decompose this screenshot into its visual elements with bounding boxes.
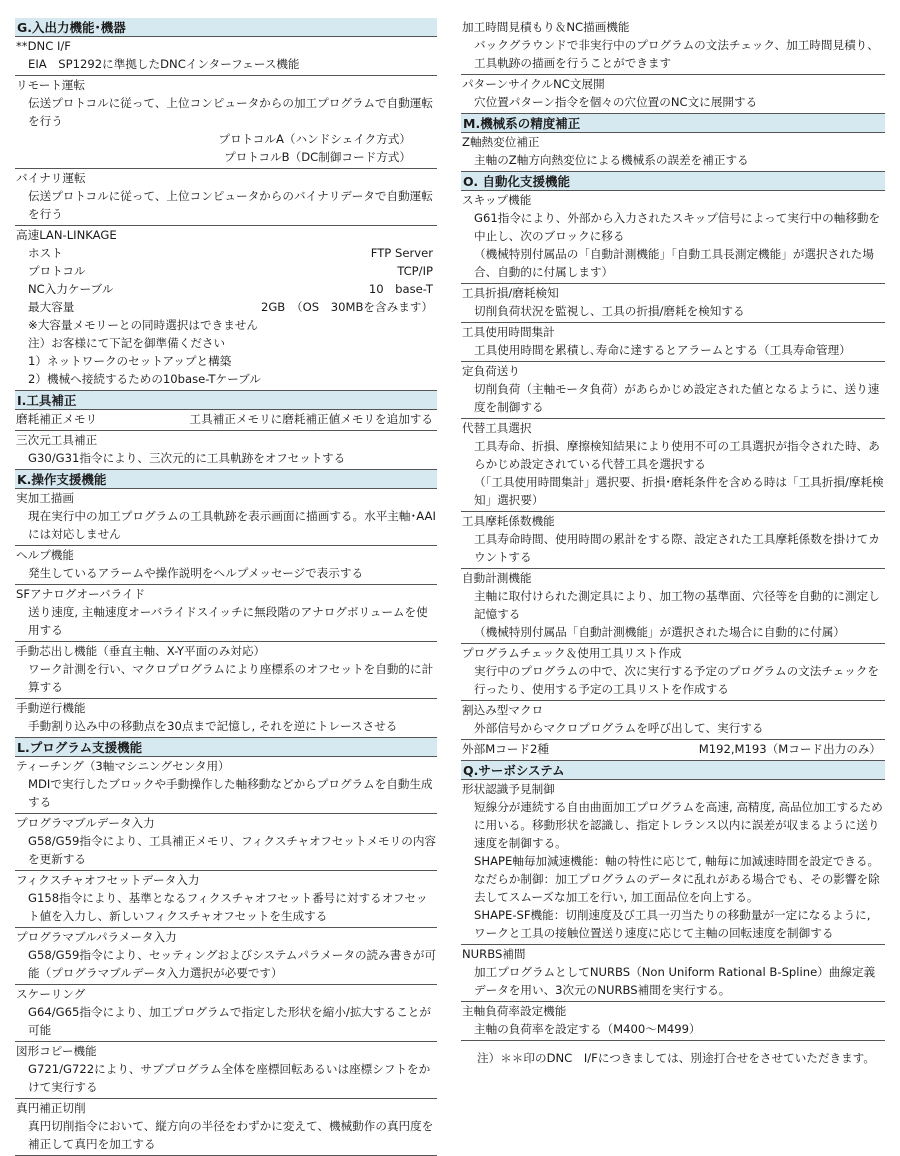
- feature-description: 注）お客様にて下記を御準備ください: [28, 336, 226, 350]
- feature-item: [15, 699, 437, 738]
- feature-title: 三次元工具補正: [16, 433, 98, 447]
- feature-title: 外部Mコード2種: [462, 742, 549, 756]
- spec-label: 最大容量: [28, 300, 75, 314]
- feature-title: 図形コピー機能: [16, 1044, 97, 1058]
- feature-description: 工具使用時間を累積し､寿命に達するとアラームとする（工具寿命管理）: [474, 343, 851, 357]
- section-header: O. 自動化支援機能: [461, 172, 885, 191]
- feature-description: 穴位置パターン指令を個々の穴位置のNC文に展開する: [474, 95, 758, 109]
- left-column: [15, 18, 437, 1156]
- feature-item: [461, 323, 885, 362]
- feature-item: [461, 569, 885, 644]
- spec-row: [15, 262, 437, 280]
- protocol-option: プロトコルA（ハンドシェイク方式）: [218, 132, 411, 146]
- feature-title: リモート運転: [16, 78, 86, 92]
- feature-description: G58/G59指令により、工具補正メモリ、フィクスチャオフセットメモリの内容を更新する: [28, 834, 437, 866]
- feature-description: 外部信号からマクロプログラムを呼び出して、実行する: [474, 721, 764, 735]
- spec-row: [15, 298, 437, 316]
- feature-description: 主軸に取付けられた測定具により、加工物の基準面、穴径等を自動的に測定し記憶する: [474, 589, 880, 621]
- feature-description: 工具補正メモリに磨耗補正値メモリを追加する: [189, 412, 433, 426]
- feature-description: 短線分が連続する自由曲面加工プログラムを高速, 高精度, 高品位加工するために用いる。移動形状を認識し、指定トレランス以内に誤差が収まるように送り速度を制御する。: [474, 800, 883, 850]
- feature-item: [15, 985, 437, 1042]
- feature-title: フィクスチャオフセットデータ入力: [16, 873, 200, 887]
- feature-description: 切削負荷状況を監視し、工具の折損/磨耗を検知する: [474, 304, 745, 318]
- feature-item: [15, 169, 437, 226]
- right-column: [461, 18, 885, 1041]
- section-header: Q.サーボシステム: [461, 761, 885, 780]
- footnote: 注）＊＊印のDNC I/Fにつきましては、別途打合せをさせていただきます。: [477, 1051, 875, 1065]
- section-header: K.操作支援機能: [15, 470, 437, 489]
- feature-description: 伝送プロトコルに従って、上位コンピュータからの加工プログラムで自動運転を行う: [28, 96, 433, 128]
- feature-item: [15, 431, 437, 470]
- protocol-option: プロトコルB（DC制御コード方式）: [224, 150, 411, 164]
- feature-item: [15, 37, 437, 76]
- feature-title: 手動逆行機能: [16, 701, 86, 715]
- spec-label: NC入力ケーブル: [28, 282, 114, 296]
- feature-title: NURBS補間: [462, 947, 526, 961]
- feature-title: スキップ機能: [462, 193, 532, 207]
- feature-description: 現在実行中の加工プログラムの工具軌跡を表示画面に描画する。水平主軸･AAIには対応しません: [28, 509, 436, 541]
- spec-label: プロトコル: [28, 264, 86, 278]
- feature-description: なだらか制御：加工プログラムのデータに乱れがある場合でも、その影響を除去してスムーズな加工を行い, 加工面品位を向上する。: [474, 872, 880, 904]
- feature-title: 形状認識予見制御: [462, 782, 555, 796]
- feature-description: 送り速度, 主軸速度オーバライドスイッチに無段階のアナログボリュームを使用する: [28, 605, 428, 637]
- feature-item: [461, 191, 885, 284]
- feature-title: 磨耗補正メモリ: [16, 412, 98, 426]
- feature-item: [15, 928, 437, 985]
- spec-row: [15, 280, 437, 298]
- feature-title: 高速LAN-LINKAGE: [16, 228, 117, 242]
- feature-row: [461, 740, 885, 761]
- feature-title: 代替工具選択: [462, 421, 532, 435]
- feature-item: [15, 226, 437, 391]
- feature-description: 1）ネットワークのセットアップと構築: [28, 354, 232, 368]
- feature-title: バイナリ運転: [16, 171, 86, 185]
- feature-description: （機械特別付属品「自動計測機能」が選択された場合に自動的に付属）: [474, 625, 846, 639]
- feature-title: 主軸負荷率設定機能: [462, 1004, 567, 1018]
- feature-description: G158指令により、基準となるフィクスチャオフセット番号に対するオフセット値を入力し、新しいフィクスチャオフセットを生成する: [28, 891, 428, 923]
- feature-item: [461, 945, 885, 1002]
- feature-item: [15, 585, 437, 642]
- spec-value: 2GB （OS 30MBを含みます）: [260, 300, 433, 314]
- feature-title: **DNC I/F: [16, 39, 71, 53]
- feature-title: 自動計測機能: [462, 571, 532, 585]
- feature-description: EIA SP1292に準拠したDNCインターフェース機能: [28, 57, 300, 71]
- feature-item: [15, 1099, 437, 1156]
- feature-description: 主軸の負荷率を設定する（M400～M499）: [474, 1022, 701, 1036]
- feature-description: バックグラウンドで非実行中のプログラムの文法チェック、加工時間見積り、工具軌跡の描画を行うことができます: [474, 38, 879, 70]
- feature-title: スケーリング: [16, 987, 86, 1001]
- feature-description: 真円切削指令において、縦方向の半径をわずかに変えて、機械動作の真円度を補正して真円を加工する: [28, 1119, 434, 1151]
- feature-item: [461, 780, 885, 945]
- feature-title: SFアナログオーバライド: [16, 587, 146, 601]
- feature-item: [15, 76, 437, 169]
- feature-description: 発生しているアラームや操作説明をヘルプメッセージで表示する: [28, 566, 364, 580]
- feature-item: [15, 642, 437, 699]
- feature-title: 実加工描画: [16, 491, 74, 505]
- spec-value: 10 base-T: [368, 282, 433, 296]
- feature-item: [461, 512, 885, 569]
- feature-description: 伝送プロトコルに従って、上位コンピュータからのバイナリデータで自動運転を行う: [28, 189, 433, 221]
- feature-item: [461, 644, 885, 701]
- feature-item: [461, 1002, 885, 1041]
- feature-item: [15, 871, 437, 928]
- feature-description: G61指令により、外部から入力されたスキップ信号によって実行中の軸移動を中止し、次のブロックに移る: [474, 211, 881, 243]
- feature-item: [15, 489, 437, 546]
- spec-label: ホスト: [28, 246, 63, 260]
- feature-description: M192,M193（Mコード出力のみ）: [698, 742, 881, 756]
- feature-description: G58/G59指令により、セッティングおよびシステムパラメータの読み書きが可能（プログラマブルデータ入力選択が必要です）: [28, 948, 437, 980]
- feature-description: SHAPE軸毎加減速機能：軸の特性に応じて, 軸毎に加減速時間を設定できる。: [474, 854, 880, 868]
- feature-title: プログラムチェック＆使用工具リスト作成: [462, 646, 682, 660]
- feature-title: ヘルプ機能: [16, 548, 74, 562]
- feature-title: 定負荷送り: [462, 364, 520, 378]
- feature-title: 加工時間見積もり＆NC描画機能: [462, 20, 630, 34]
- feature-description: 実行中のプログラムの中で、次に実行する予定のプログラムの文法チェックを行ったり、使用する予定の工具リストを作成する: [474, 664, 879, 696]
- feature-item: [461, 18, 885, 75]
- spec-value: FTP Server: [370, 246, 433, 260]
- feature-description: 手動割り込み中の移動点を30点まで記憶し, それを逆にトレースさせる: [28, 719, 398, 733]
- feature-item: [15, 814, 437, 871]
- feature-description: （「工具使用時間集計」選択要、折損･磨耗条件を含める時は「工具折損/摩耗検知」選択要）: [474, 475, 884, 507]
- feature-item: [461, 75, 885, 114]
- feature-title: 工具使用時間集計: [462, 325, 555, 339]
- spec-row: [15, 244, 437, 262]
- feature-description: MDIで実行したブロックや手動操作した軸移動などからプログラムを自動生成する: [28, 777, 433, 809]
- feature-item: [461, 284, 885, 323]
- feature-description: 主軸のZ軸方向熱変位による機械系の誤差を補正する: [474, 153, 749, 167]
- section-header: I.工具補正: [15, 391, 437, 410]
- feature-item: [461, 419, 885, 512]
- feature-description: 2）機械へ接続するための10base-Tケーブル: [28, 372, 261, 386]
- feature-item: [461, 701, 885, 740]
- feature-title: ティーチング（3軸マシニングセンタ用）: [16, 759, 230, 773]
- feature-title: 工具摩耗係数機能: [462, 514, 555, 528]
- feature-description: 加工プログラムとしてNURBS（Non Uniform Rational B-Spline）曲線定義データを用い、3次元のNURBS補間を実行する。: [474, 965, 876, 997]
- feature-description: G721/G722により、サブプログラム全体を座標回転あるいは座標シフトをかけて実行する: [28, 1062, 431, 1094]
- feature-description: ワーク計測を行い、マクロプログラムにより座標系のオフセットを自動的に計算する: [28, 662, 434, 694]
- feature-title: 割込み型マクロ: [462, 703, 544, 717]
- feature-description: （機械特別付属品の「自動計測機能」「自動工具長測定機能」が選択された場合、自動的に付属します）: [474, 247, 874, 279]
- spec-value: TCP/IP: [397, 264, 433, 278]
- feature-description: 工具寿命、折損、摩擦検知結果により使用不可の工具選択が指令された時、あらかじめ設定されている代替工具を選択する: [474, 439, 880, 471]
- feature-title: Z軸熱変位補正: [462, 135, 540, 149]
- feature-title: パターンサイクルNC文展開: [462, 77, 605, 91]
- section-header: M.機械系の精度補正: [461, 114, 885, 133]
- feature-title: プログラマブルパラメータ入力: [16, 930, 177, 944]
- feature-title: 手動芯出し機能（垂直主軸、X-Y平面のみ対応）: [16, 644, 266, 658]
- feature-row: [15, 410, 437, 431]
- feature-description: 工具寿命時間、使用時間の累計をする際、設定された工具摩耗係数を掛けてカウントする: [474, 532, 880, 564]
- feature-description: G64/G65指令により、加工プログラムで指定した形状を縮小/拡大することが可能: [28, 1005, 431, 1037]
- feature-description: G30/G31指令により、三次元的に工具軌跡をオフセットする: [28, 451, 346, 465]
- feature-item: [15, 1042, 437, 1099]
- section-header: L.プログラム支援機能: [15, 738, 437, 757]
- feature-item: [461, 362, 885, 419]
- feature-title: 真円補正切削: [16, 1101, 86, 1115]
- feature-item: [15, 546, 437, 585]
- feature-description: SHAPE-SF機能：切削速度及び工具一刃当たりの移動量が一定になるように, ワークと工具の接触位置送り速度に応じて主軸の回転速度を制御する: [474, 908, 871, 940]
- feature-item: [15, 757, 437, 814]
- feature-description: 切削負荷（主軸モータ負荷）があらかじめ設定された値となるように、送り速度を制御する: [474, 382, 880, 414]
- feature-title: 工具折損/磨耗検知: [462, 286, 559, 300]
- feature-item: [461, 133, 885, 172]
- feature-title: プログラマブルデータ入力: [16, 816, 155, 830]
- section-header: G.入出力機能･機器: [15, 18, 437, 37]
- feature-description: ※大容量メモリーとの同時選択はできません: [28, 318, 258, 332]
